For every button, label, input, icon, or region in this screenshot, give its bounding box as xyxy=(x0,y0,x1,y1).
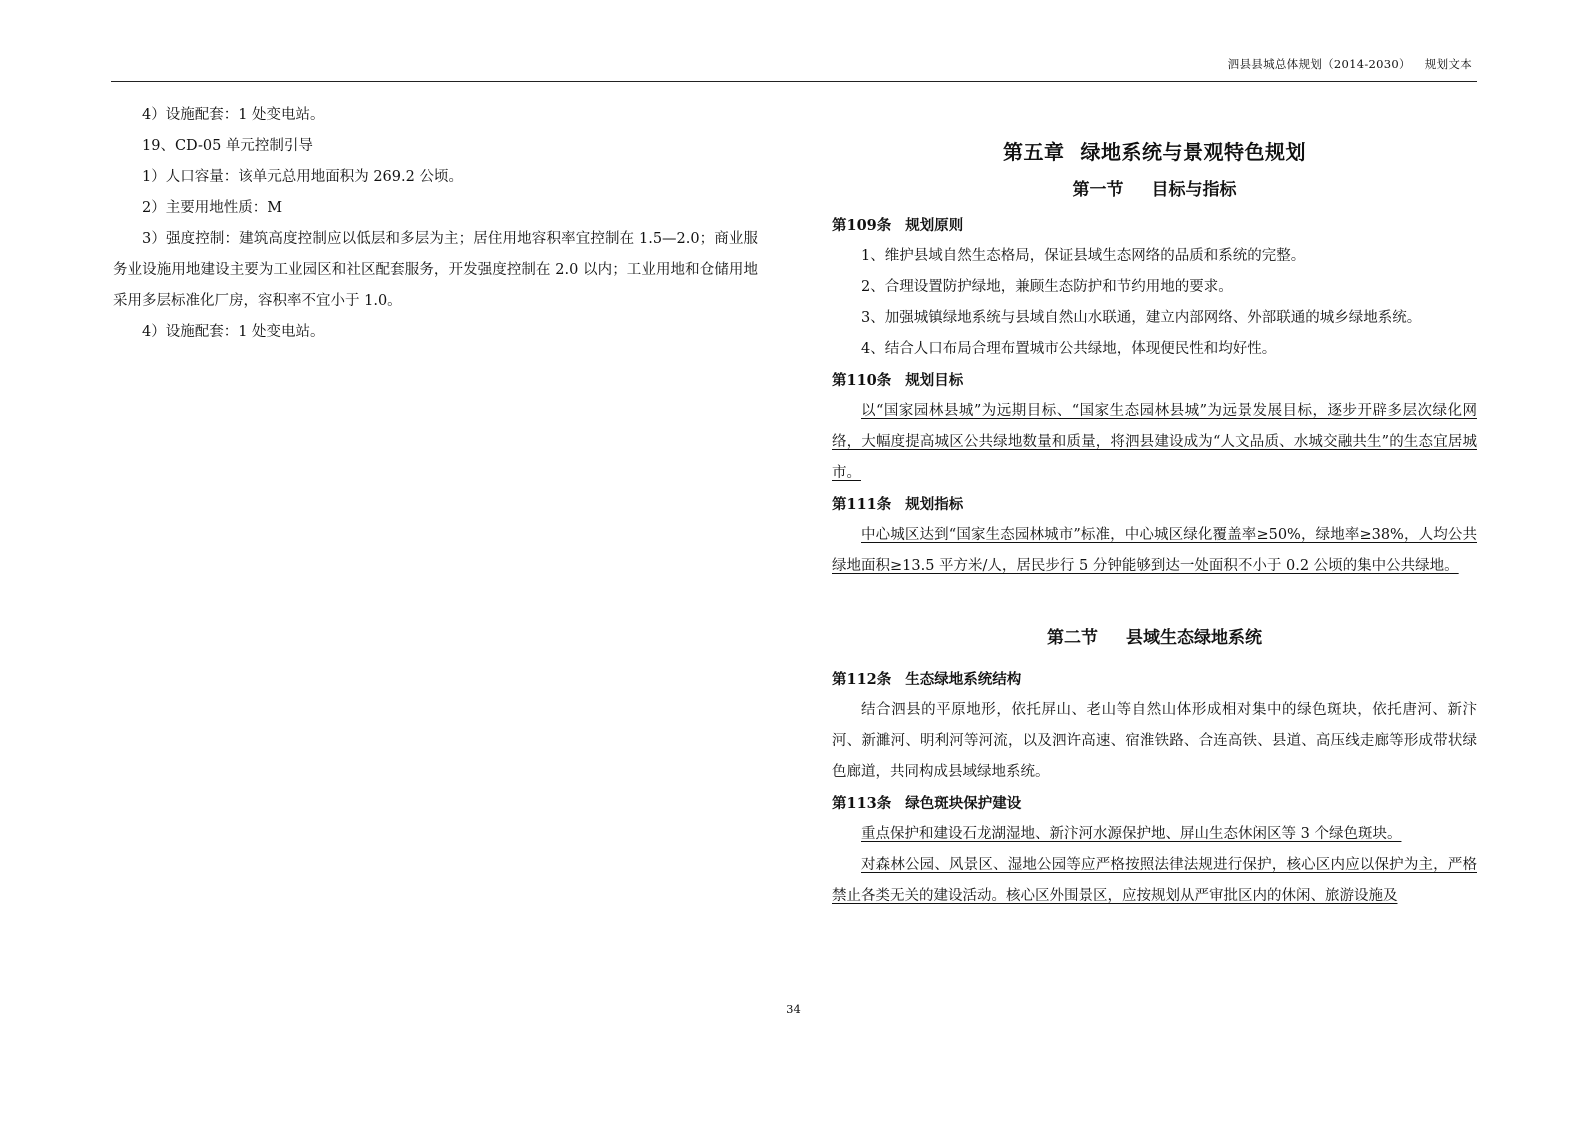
left-paragraph-3: 1）人口容量：该单元总用地面积为 269.2 公顷。 xyxy=(142,169,463,185)
left-paragraph-4: 2）主要用地性质：M xyxy=(142,200,283,216)
section-2-heading xyxy=(832,622,1477,654)
section-1-heading xyxy=(832,174,1477,206)
running-header xyxy=(1228,56,1472,72)
article-113-text-1 xyxy=(832,819,1477,850)
section-1-title: 目标与指标 xyxy=(1151,180,1237,200)
header-doc-title: 泗县县城总体规划（2014-2030） xyxy=(1227,57,1411,71)
chapter-heading xyxy=(832,134,1477,170)
right-column xyxy=(832,100,1477,912)
article-113-heading xyxy=(832,788,1477,819)
article-111-number: 第111条 xyxy=(832,496,892,513)
article-111-text xyxy=(832,520,1477,582)
article-110-heading xyxy=(832,365,1477,396)
article-109-heading xyxy=(832,210,1477,241)
chapter-number: 第五章 xyxy=(1003,140,1065,164)
chapter-title: 绿地系统与景观特色规划 xyxy=(1080,140,1306,164)
section-2-title: 县域生态绿地系统 xyxy=(1126,628,1262,648)
section-2-number: 第二节 xyxy=(1047,628,1098,648)
article-110-text-underlined: 以“国家园林县城”为远期目标、“国家生态园林县城”为远景发展目标，逐步开辟多层次绿化网络，大幅度提高城区公共绿地数量和质量，将泗县建设成为“人文品质、水城交融共生”的生态宜居城市。 xyxy=(832,403,1477,481)
article-112-heading xyxy=(832,664,1477,695)
header-doc-type: 规划文本 xyxy=(1424,57,1472,71)
article-111-title: 规划指标 xyxy=(905,496,964,513)
article-113-number: 第113条 xyxy=(832,795,892,812)
article-109-number: 第109条 xyxy=(832,217,892,234)
article-110-text xyxy=(832,396,1477,489)
left-paragraph-5: 3）强度控制：建筑高度控制应以低层和多层为主；居住用地容积率宜控制在 1.5—2.0；商业服务业设施用地建设主要为工业园区和社区配套服务，开发强度控制在 2.0 以内；工业用地和仓储用地采用多层标准化厂房，容积率不宜小于 1.0。 xyxy=(113,231,758,309)
article-109-title: 规划原则 xyxy=(905,217,964,234)
article-113-text-1-underlined: 重点保护和建设石龙湖湿地、新汴河水源保护地、屏山生态休闲区等 3 个绿色斑块。 xyxy=(861,826,1402,842)
left-column xyxy=(113,100,758,348)
article-113-text-2 xyxy=(832,850,1477,912)
article-111-text-underlined: 中心城区达到“国家生态园林城市”标准，中心城区绿化覆盖率≥50%，绿地率≥38%，人均公共绿地面积≥13.5 平方米/人，居民步行 5 分钟能够到达一处面积不小于 0.2 公顷的集中公共绿地。 xyxy=(832,527,1477,574)
article-113-text-2-underlined: 对森林公园、风景区、湿地公园等应严格按照法律法规进行保护，核心区内应以保护为主，严格禁止各类无关的建设活动。核心区外围景区，应按规划从严审批区内的休闲、旅游设施及 xyxy=(832,857,1477,904)
left-paragraph-2: 19、CD-05 单元控制引导 xyxy=(142,138,313,154)
article-111-heading xyxy=(832,489,1477,520)
article-109-item-1: 1、维护县域自然生态格局，保证县域生态网络的品质和系统的完整。 xyxy=(861,248,1306,264)
article-109-item-3: 3、加强城镇绿地系统与县域自然山水联通，建立内部网络、外部联通的城乡绿地系统。 xyxy=(861,310,1422,326)
article-113-title: 绿色斑块保护建设 xyxy=(905,795,1022,812)
article-110-number: 第110条 xyxy=(832,372,892,389)
page-number: 34 xyxy=(786,1002,801,1016)
article-112-text: 结合泗县的平原地形，依托屏山、老山等自然山体形成相对集中的绿色斑块，依托唐河、新汴河、新濉河、明利河等河流，以及泗许高速、宿淮铁路、合连高铁、县道、高压线走廊等形成带状绿色廊道，共同构成县域绿地系统。 xyxy=(832,702,1477,780)
left-paragraph-1: 4）设施配套：1 处变电站。 xyxy=(142,107,325,123)
section-1-number: 第一节 xyxy=(1072,180,1124,200)
article-109-item-4: 4、结合人口布局合理布置城市公共绿地，体现便民性和均好性。 xyxy=(861,341,1277,357)
article-110-title: 规划目标 xyxy=(905,372,964,389)
article-109-item-2: 2、合理设置防护绿地，兼顾生态防护和节约用地的要求。 xyxy=(861,279,1233,295)
article-112-number: 第112条 xyxy=(832,671,892,688)
article-112-title: 生态绿地系统结构 xyxy=(905,671,1022,688)
left-paragraph-6: 4）设施配套：1 处变电站。 xyxy=(142,324,325,340)
header-rule xyxy=(111,81,1477,82)
